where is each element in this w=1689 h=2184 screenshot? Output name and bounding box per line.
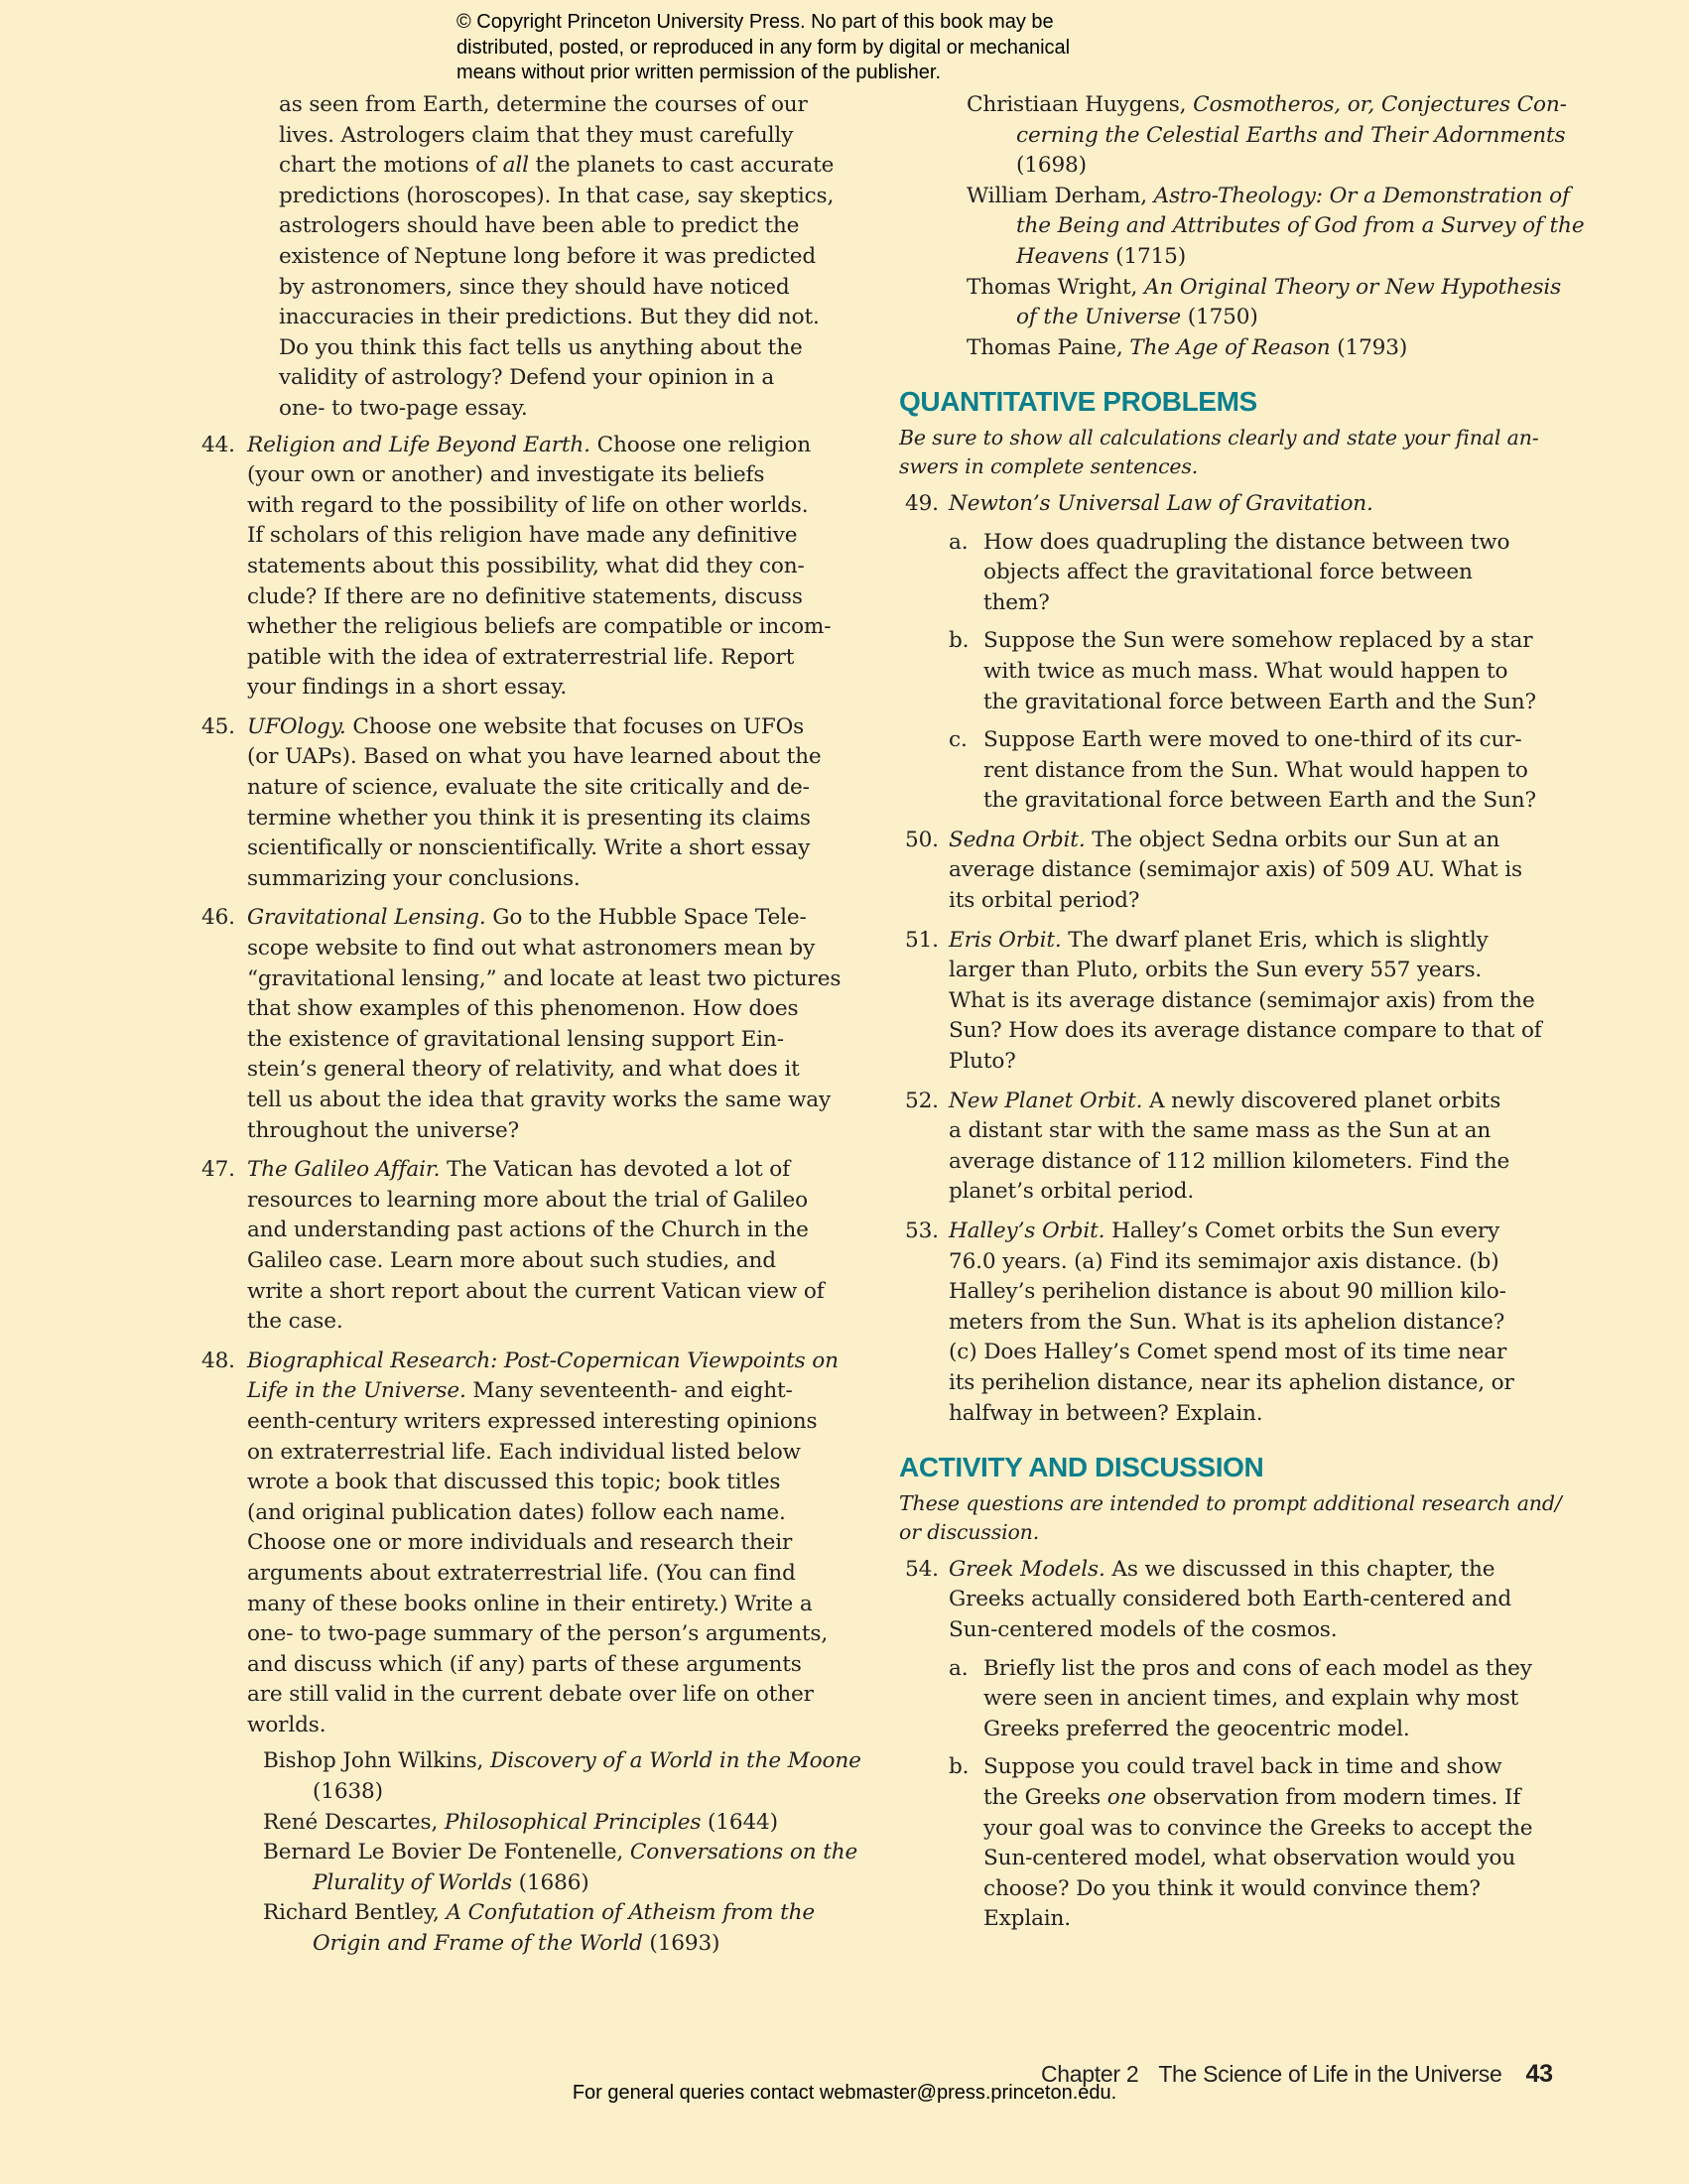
- question-title: Life in the Universe.: [247, 1378, 466, 1404]
- question-title: Religion and Life Beyond Earth.: [247, 432, 590, 457]
- question-43-continued: as seen from Earth, determine the courses of our lives. Astrologers claim that they must carefully chart the motions of all the planets to cast accurate predictions (horoscopes). In that case, say skeptics, astrologers should have been able to predict the existence of Neptune long before it was predicted by astronomers, since they should have noticed inaccuracies in their predictions. But they did not. Do you think this fact tells us anything about the validity of astrology? Defend your opinion in a one- to two-page essay.: [279, 92, 835, 421]
- question-53: 53. Halley’s Orbit. Halley’s Comet orbits the Sun every 76.0 years. (a) Find its semimajor axis distance. (b) Halley’s perihelion distance is about 90 million kilo- meters from the Sun. What is its aphelion distance? (c) Does Halley’s Comet spend most of its time near its perihelion distance, near its aphelion distance, or halfway in between? Explain.: [905, 1219, 1514, 1426]
- queries-footer: For general queries contact webmaster@press.princeton.edu.: [572, 2082, 1117, 2104]
- question-number: 50.: [905, 827, 939, 852]
- question-number: 52.: [905, 1088, 939, 1113]
- question-44: 44. Religion and Life Beyond Earth. Choose one religion (your own or another) and investigate its beliefs with regard to the possibility of life on other worlds. If scholars of this religion have made any definitive statements about this possibility, what did they con- clude? If there are no definitive statements, discuss whether the religious beliefs are compatible or incom- patible with the idea of extraterrestrial life. Report your findings in a short essay.: [201, 432, 832, 701]
- question-title: Sedna Orbit.: [949, 827, 1086, 852]
- question-title: Gravitational Lensing.: [247, 905, 486, 931]
- question-number: 45.: [201, 713, 235, 739]
- reference-item: Bishop John Wilkins, Discovery of a World in the Moone: [263, 1748, 861, 1774]
- question-number: 54.: [905, 1556, 939, 1582]
- chapter-title: The Science of Life in the Universe: [1158, 2061, 1502, 2087]
- reference-item: Richard Bentley, A Confutation of Atheism from the: [263, 1900, 816, 1926]
- question-number: 48.: [201, 1348, 235, 1373]
- section-intro: These questions are intended to prompt additional research and/ or discussion.: [899, 1490, 1562, 1544]
- question-number: 53.: [905, 1219, 939, 1243]
- question-title: Eris Orbit.: [949, 927, 1062, 953]
- question-number: 47.: [201, 1157, 235, 1183]
- section-heading-quantitative: QUANTITATIVE PROBLEMS: [899, 386, 1257, 418]
- question-45: 45. UFOlogy. Choose one website that focuses on UFOs (or UAPs). Based on what you have learned about the nature of science, evaluate the site critically and de- termine whether you think it is presenting its claims scientifically or nonscientifically. Write a short essay summarizing your conclusions.: [201, 713, 822, 891]
- question-46: 46. Gravitational Lensing. Go to the Hubble Space Tele- scope website to find out what astronomers mean by “gravitational lensing,” and locate at least two pictures that show examples of this phenomenon. How does the existence of gravitational lensing support Ein- stein’s general theory of relativity, and what does it tell us about the idea that gravity works the same way throughout the universe?: [201, 905, 842, 1143]
- question-48: 48. Biographical Research: Post-Copernican Viewpoints on Life in the Universe. Many seventeenth- and eight- eenth-century writers expressed interesting opinions on extraterrestrial life. Each individual listed below wrote a book that discussed this topic; book titles (and original publication dates) follow each name. Choose one or more individuals and research their arguments about extraterrestrial life. (You can find many of these books online in their entirety.) Write a one- to two-page summary of the person’s arguments, and discuss which (if any) parts of these arguments are still valid in the current debate over life on other worlds. Bishop John Wilkins, Discovery of a World in the Moone (1638) René Descartes, Philosophical Principles (1644) Bernard Le Bovier De Fontenelle, Conversations on the Plurality of Worlds (1686) Richard Bentley, A Confutation of Atheism from the Origin and Frame of the World (1693): [201, 1347, 856, 1960]
- question-49: [899, 489, 1558, 817]
- question-54: 54. Greek Models. As we discussed in this chapter, the Greeks actually considered both Earth-centered and Sun-centered models of the cosmos. a. Briefly list the pros and cons of each model as they were seen in ancient times, and explain why most Greeks preferred the geocentric model. b. Suppose you could travel back in time and show the Greeks one observation from modern times. If your goal was to convince the Greeks to accept the Sun-centered model, what observation would you choose? Do you think it would convince them? Explain.: [899, 1555, 1558, 1935]
- copyright-line: distributed, posted, or reproduced in any form by digital or mechanical: [456, 36, 1071, 59]
- question-title: Halley’s Orbit.: [949, 1219, 1105, 1243]
- reference-item: René Descartes, Philosophical Principles (1644): [263, 1809, 778, 1835]
- reference-item: Thomas Paine, The Age of Reason (1793): [967, 334, 1408, 360]
- copyright-line: © Copyright Princeton University Press. No part of this book may be: [456, 11, 1054, 33]
- question-title: Newton’s Universal Law of Gravitation.: [949, 490, 1373, 516]
- copyright-line: means without prior written permission of the publisher.: [456, 62, 942, 83]
- question-title: New Planet Orbit.: [949, 1088, 1143, 1113]
- question-number: 44.: [201, 432, 235, 457]
- left-column: [201, 90, 861, 1969]
- question-title: Greek Models.: [949, 1556, 1105, 1582]
- reference-list: Bishop John Wilkins, Discovery of a World in the Moone (1638) René Descartes, Philosophical Principles (1644) Bernard Le Bovier De Fontenelle, Conversations on the Plurality of Worlds (1686) Richard Bentley, A Confutation of Atheism from the Origin and Frame of the World (1693): [263, 1748, 861, 1957]
- reference-item: Bernard Le Bovier De Fontenelle, Conversations on the: [263, 1840, 858, 1865]
- question-52: 52. New Planet Orbit. A newly discovered planet orbits a distant star with the same mass as the Sun at an average distance of 112 million kilometers. Find the planet’s orbital period.: [905, 1088, 1510, 1205]
- subquestion-c: c. Suppose Earth were moved to one-third of its cur- rent distance from the Sun. What would happen to the gravitational force between Earth and the Sun?: [949, 727, 1536, 814]
- question-47: 47. The Galileo Affair. The Vatican has devoted a lot of resources to learning more about the trial of Galileo and understanding past actions of the Church in the Galileo case. Learn more about such studies, and write a short report about the current Vatican view of the case.: [201, 1157, 825, 1335]
- chapter-label: Chapter 2: [1041, 2061, 1139, 2087]
- reference-item: William Derham, Astro-Theology: Or a Demonstration of: [967, 183, 1570, 208]
- question-title: Biographical Research: Post-Copernican Viewpoints on: [247, 1348, 839, 1373]
- question-title: The Galileo Affair.: [247, 1157, 441, 1183]
- subquestion-a: a. How does quadrupling the distance between two objects affect the gravitational force between them?: [949, 529, 1510, 615]
- section-intro: Be sure to show all calculations clearly and state your final an- swers in complete sentences.: [899, 425, 1539, 478]
- reference-item: Christiaan Huygens, Cosmotheros, or, Conjectures Con-: [967, 92, 1567, 117]
- reference-list-continued: Christiaan Huygens, Cosmotheros, or, Conjectures Con- cerning the Celestial Earths and Their Adornments (1698) William Derham, Astro-Theology: Or a Demonstration of the Being and Attributes of God from a Survey of the Heavens (1715) Thomas Wright, An Original Theory or New Hypothesis of the Universe (1750) Thomas Paine, The Age of Reason (1793): [899, 90, 1558, 363]
- question-50: 50. Sedna Orbit. The object Sedna orbits our Sun at an average distance (semimajor axis) of 509 AU. What is its orbital period?: [905, 827, 1522, 914]
- subquestion-b: b. Suppose the Sun were somehow replaced by a star with twice as much mass. What would happen to the gravitational force between Earth and the Sun?: [949, 628, 1536, 714]
- subquestion-b: b. Suppose you could travel back in time and show the Greeks one observation from modern times. If your goal was to convince the Greeks to accept the Sun-centered model, what observation would you choose? Do you think it would convince them? Explain.: [949, 1754, 1533, 1932]
- right-column: [899, 90, 1585, 1944]
- question-number: 51.: [905, 927, 939, 953]
- question-number: 46.: [201, 905, 235, 931]
- copyright-notice: [456, 10, 1171, 86]
- section-heading-activity: ACTIVITY AND DISCUSSION: [899, 1452, 1264, 1483]
- question-number: 49.: [905, 490, 939, 516]
- reference-item: Thomas Wright, An Original Theory or New Hypothesis: [967, 274, 1562, 300]
- question-title: UFOlogy.: [247, 713, 346, 739]
- subquestion-a: a. Briefly list the pros and cons of each model as they were seen in ancient times, and explain why most Greeks preferred the geocentric model.: [949, 1655, 1532, 1741]
- question-51: 51. Eris Orbit. The dwarf planet Eris, which is slightly larger than Pluto, orbits the Sun every 557 years. What is its average distance (semimajor axis) from the Sun? How does its average distance compare to that of Pluto?: [905, 927, 1542, 1075]
- page-number: 43: [1525, 2060, 1553, 2088]
